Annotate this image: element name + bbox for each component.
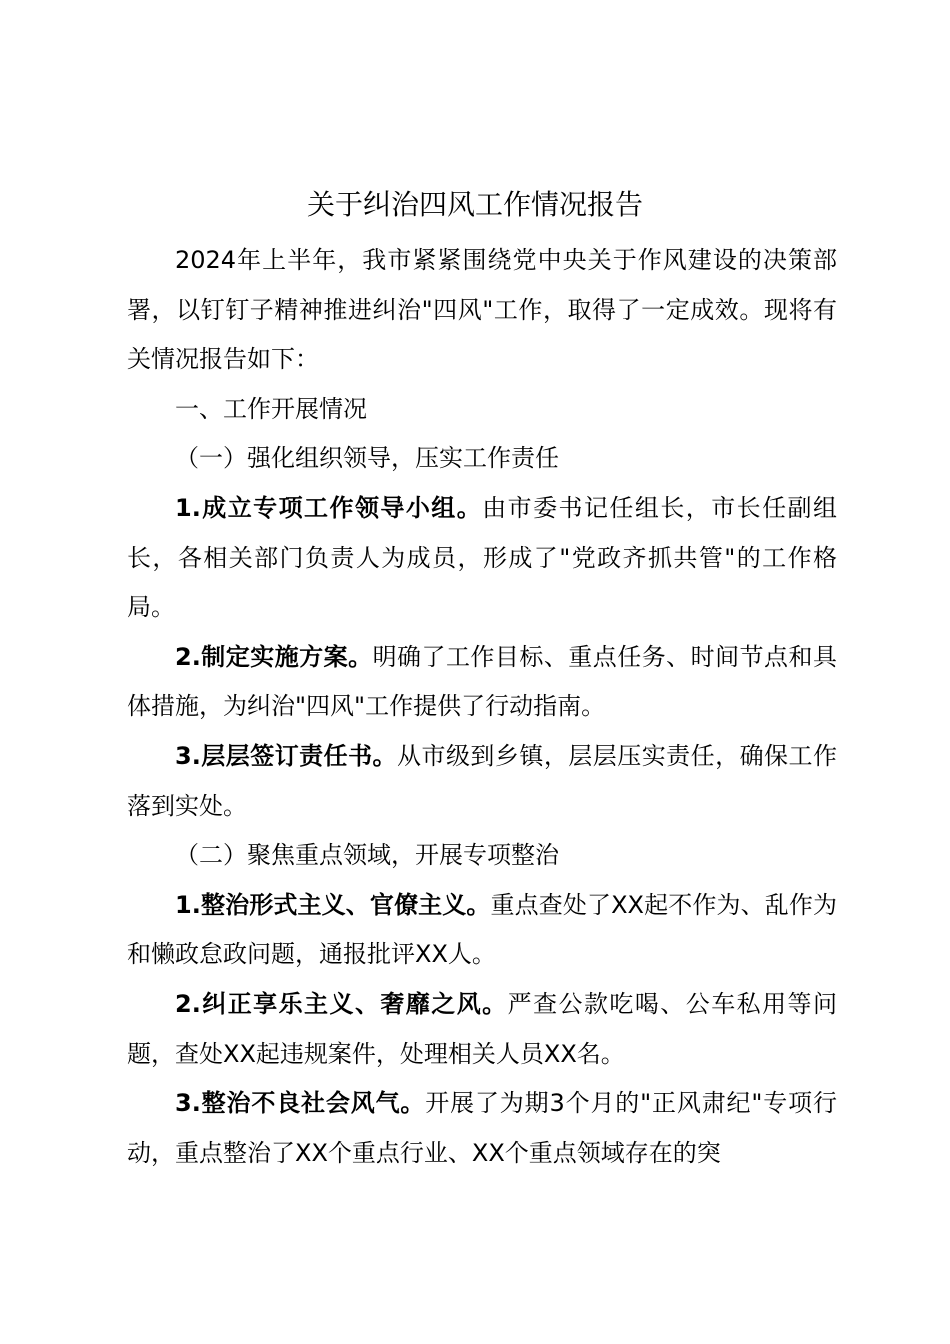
- subsection-heading-1: （一）强化组织领导，压实工作责任: [175, 444, 559, 473]
- list-item: [127, 732, 837, 831]
- item-lead: 1.成立专项工作领导小组。: [175, 493, 483, 522]
- item-text: 由市委书记任组长，市长任副组长，各相关部门负责人为成员，形成了"党政齐抓共管"的工作格局。: [127, 493, 837, 622]
- intro-paragraph: 2024年上半年，我市紧紧围绕党中央关于作风建设的决策部署，以钉钉子精神推进纠治"四风"工作，取得了一定成效。现将有关情况报告如下：: [127, 246, 837, 374]
- list-item: [127, 1079, 837, 1178]
- item-text: 从市级到乡镇，层层压实责任，确保工作落到实处。: [127, 741, 837, 820]
- document-body: [127, 236, 837, 1178]
- item-text: 严查公款吃喝、公车私用等问题，查处XX起违规案件，处理相关人员XX名。: [127, 989, 837, 1068]
- list-item: [127, 633, 837, 732]
- document-title: 关于纠治四风工作情况报告: [306, 188, 643, 221]
- item-lead: 2.纠正享乐主义、奢靡之风。: [175, 989, 508, 1018]
- item-lead: 1.整治形式主义、官僚主义。: [175, 890, 491, 919]
- item-text: 开展了为期3个月的"正风肃纪"专项行动，重点整治了XX个重点行业、XX个重点领域存在的突: [127, 1089, 837, 1167]
- item-lead: 3.整治不良社会风气。: [175, 1089, 426, 1118]
- list-item: [127, 484, 837, 633]
- item-lead: 3.层层签订责任书。: [175, 741, 398, 770]
- item-text: 重点查处了XX起不作为、乱作为和懒政怠政问题，通报批评XX人。: [127, 890, 837, 969]
- list-item: [127, 980, 837, 1079]
- section-heading: 一、工作开展情况: [175, 394, 367, 423]
- subsection-heading-2: （二）聚焦重点领域，开展专项整治: [175, 841, 559, 870]
- item-text: 明确了工作目标、重点任务、时间节点和具体措施，为纠治"四风"工作提供了行动指南。: [127, 642, 837, 721]
- item-lead: 2.制定实施方案。: [175, 642, 373, 671]
- list-item: [127, 881, 837, 980]
